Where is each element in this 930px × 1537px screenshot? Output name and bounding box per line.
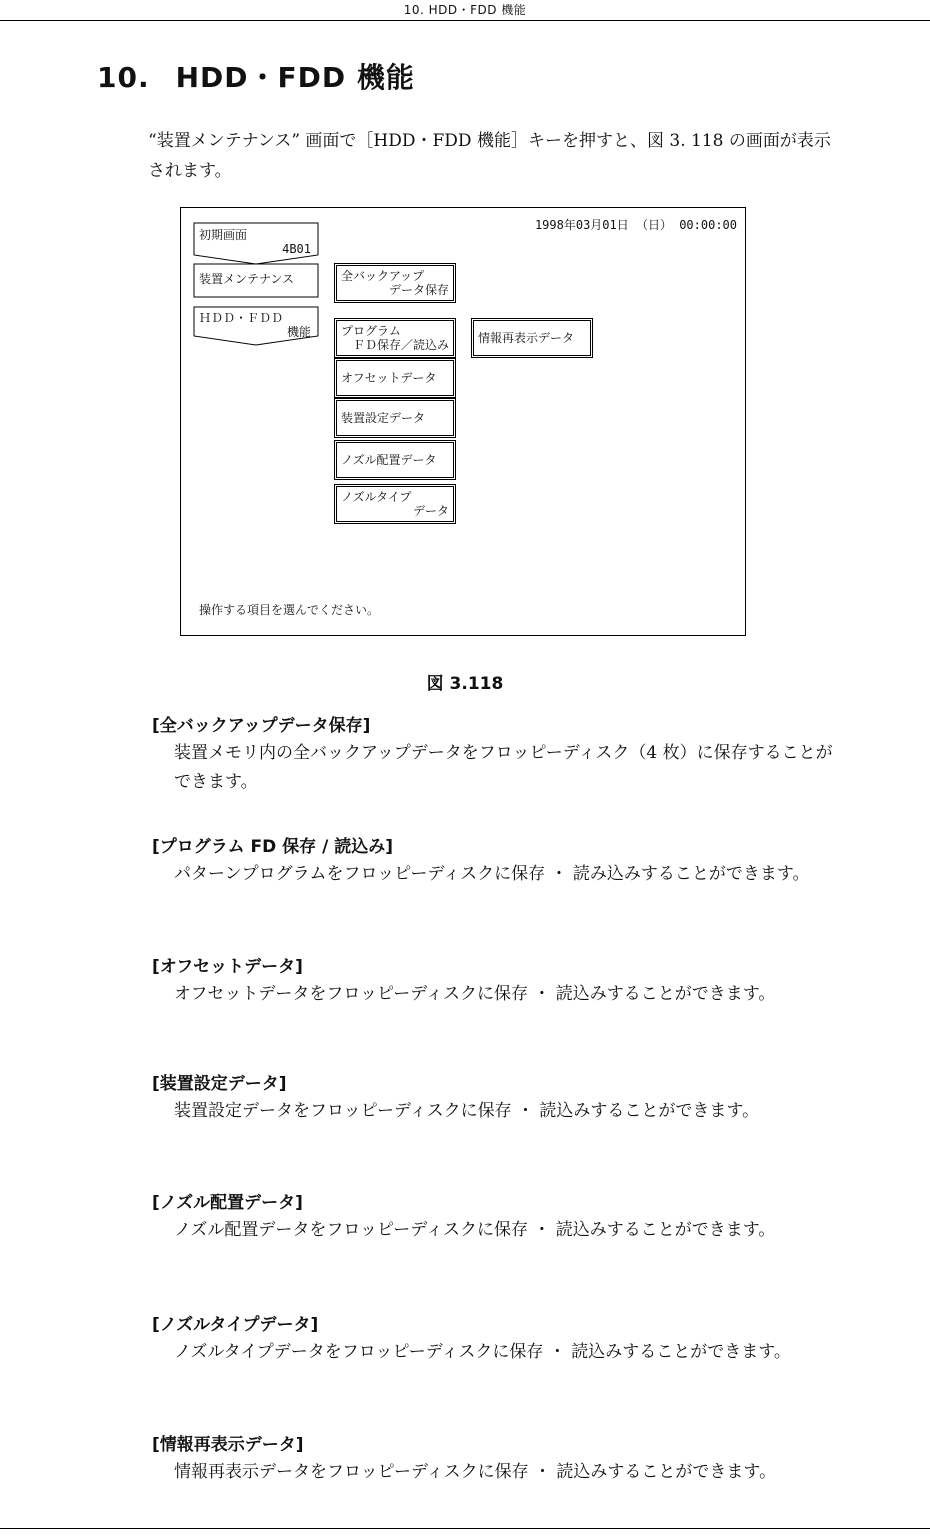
section-title <box>97 56 415 96</box>
item-description: ノズルタイプデータをフロッピーディスクに保存 ・ 読込みすることができます。 <box>174 1342 791 1362</box>
item-title: [プログラム FD 保存 / 読込み] <box>152 837 393 857</box>
item-description: パターンプログラムをフロッピーディスクに保存 ・ 読み込みすることができます。 <box>174 864 810 884</box>
footer-rule <box>0 1528 930 1529</box>
section-number: 10. <box>97 61 150 94</box>
item-nozzle-type <box>152 1312 842 1367</box>
program-fd-button[interactable] <box>336 320 454 356</box>
key-line2: データ <box>412 504 449 518</box>
offset-data-button[interactable] <box>336 360 454 396</box>
key-line1: ノズルタイプ <box>341 490 412 504</box>
key-line1: 全バックアップ <box>341 269 425 283</box>
breadcrumb-label: 初期画面 <box>199 228 248 242</box>
device-settings-button[interactable] <box>336 400 454 436</box>
key-line2: ＦＤ保存／読込み <box>352 338 449 352</box>
header-rule <box>0 20 930 21</box>
nozzle-type-button[interactable] <box>336 486 454 522</box>
item-description: 装置メモリ内の全バックアップデータをフロッピーディスク（4 枚）に保存することができます。 <box>174 743 833 792</box>
screen-figure <box>180 207 746 636</box>
key-line1: オフセットデータ <box>341 371 437 385</box>
key-line1: プログラム <box>341 324 401 338</box>
key-line1: 装置設定データ <box>341 411 426 425</box>
breadcrumb-label: 装置メンテナンス <box>199 272 295 286</box>
breadcrumb-hdd-fdd <box>199 311 311 339</box>
item-title: [ノズル配置データ] <box>152 1193 303 1213</box>
datetime-display: 1998年03月01日 （日） 00:00:00 <box>534 218 737 232</box>
item-description: 情報再表示データをフロッピーディスクに保存 ・ 読込みすることができます。 <box>174 1462 777 1482</box>
intro-paragraph: “装置メンテナンス” 画面で［HDD・FDD 機能］キーを押すと、図 3. 118 の画面が表示されます。 <box>148 131 831 181</box>
breadcrumb-label: ＨＤＤ・ＦＤＤ <box>199 311 284 325</box>
info-redisplay-button[interactable] <box>473 320 591 356</box>
breadcrumb-maintenance[interactable] <box>199 272 317 286</box>
figure-caption: 図 3.118 <box>426 674 504 694</box>
item-program-fd <box>152 834 842 889</box>
item-description: 装置設定データをフロッピーディスクに保存 ・ 読込みすることができます。 <box>174 1101 760 1121</box>
item-title: [装置設定データ] <box>152 1074 287 1094</box>
breadcrumb-code: 4B01 <box>282 242 311 256</box>
breadcrumb-initial-screen[interactable] <box>199 228 311 256</box>
nozzle-layout-button[interactable] <box>336 442 454 478</box>
item-info-redisplay <box>152 1432 842 1487</box>
item-description: オフセットデータをフロッピーディスクに保存 ・ 読込みすることができます。 <box>174 984 776 1004</box>
key-line1: ノズル配置データ <box>341 453 437 467</box>
item-backup-all <box>152 713 842 797</box>
item-device-settings <box>152 1071 842 1126</box>
item-nozzle-layout <box>152 1190 842 1245</box>
running-header: 10. HDD・FDD 機能 <box>403 3 527 17</box>
item-title: [オフセットデータ] <box>152 957 303 977</box>
key-line2: データ保存 <box>388 283 449 297</box>
breadcrumb-label-2: 機能 <box>286 325 311 339</box>
item-title: [全バックアップデータ保存] <box>152 716 371 736</box>
item-title: [ノズルタイプデータ] <box>152 1315 319 1335</box>
item-title: [情報再表示データ] <box>152 1435 304 1455</box>
status-message: 操作する項目を選んでください。 <box>199 603 380 617</box>
backup-all-button[interactable] <box>336 265 454 301</box>
item-description: ノズル配置データをフロッピーディスクに保存 ・ 読込みすることができます。 <box>174 1220 776 1240</box>
item-offset <box>152 954 842 1009</box>
key-line1: 情報再表示データ <box>478 331 575 345</box>
section-title-text: HDD・FDD 機能 <box>175 61 415 94</box>
